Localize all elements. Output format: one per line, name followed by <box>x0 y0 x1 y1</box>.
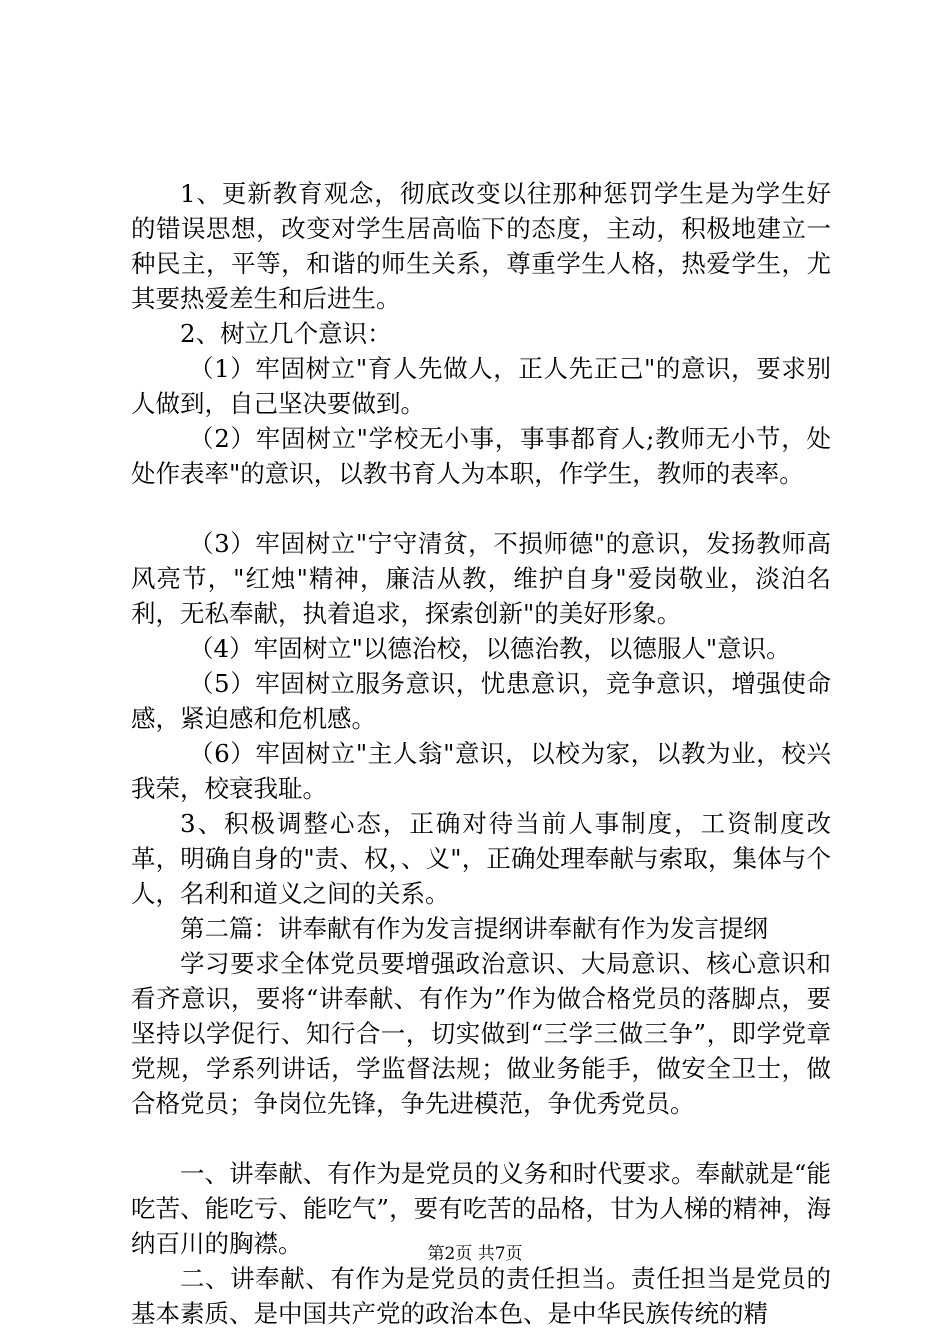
page-number: 第2页 共7页 <box>427 1244 523 1264</box>
paragraph-6: （4）牢固树立"以德治校，以德治教，以德服人"意识。 <box>189 634 791 663</box>
paragraph-5: （3）牢固树立"宁守清贫，不损师德"的意识，发扬教师高风亮节，"红烛"精神，廉洁从教，维护自身"爱岗敬业，淡泊名利，无私奉献，执着追求，探索创新"的美好形象。 <box>131 529 831 628</box>
paragraph-12: 一、讲奉献、有作为是党员的义务和时代要求。奉献就是“能吃苦、能吃亏、能吃气”，要有吃苦的品格，甘为人梯的精神，海纳百川的胸襟。 <box>131 1159 831 1258</box>
paragraph-3: （1）牢固树立"育人先做人，正人先正己"的意识，要求别人做到，自己坚决要做到。 <box>131 354 831 418</box>
paragraph-11: 学习要求全体党员要增强政治意识、大局意识、核心意识和看齐意识，要将“讲奉献、有作为”作为做合格党员的落脚点，要坚持以学促行、知行合一，切实做到“三学三做三争”，即学党章党规，学系列讲话，学监督法规；做业务能手，做安全卫士，做合格党员；争岗位先锋，争先进模范，争优秀党员。 <box>131 949 831 1118</box>
section-heading: 第二篇：讲奉献有作为发言提纲讲奉献有作为发言提纲 <box>180 914 768 943</box>
paragraph-2: 2、树立几个意识： <box>180 319 392 348</box>
paragraph-1: 1、更新教育观念，彻底改变以往那种惩罚学生是为学生好的错误思想，改变对学生居高临下的态度，主动，积极地建立一种民主，平等，和谐的师生关系，尊重学生人格，热爱学生，尤其要热爱差生和后进生。 <box>131 179 831 313</box>
paragraph-9: 3、积极调整心态，正确对待当前人事制度，工资制度改革，明确自身的"责、权，、义"，正确处理奉献与索取，集体与个人，名利和道义之间的关系。 <box>131 809 831 908</box>
paragraph-4: （2）牢固树立"学校无小事，事事都育人;教师无小节，处处作表率"的意识，以教书育人为本职，作学生，教师的表率。 <box>131 424 831 488</box>
paragraph-13: 二、讲奉献、有作为是党员的责任担当。责任担当是党员的基本素质、是中国共产党的政治本色、是中华民族传统的精 <box>131 1264 831 1328</box>
document-body <box>131 176 831 1331</box>
paragraph-8: （6）牢固树立"主人翁"意识，以校为家，以教为业，校兴我荣，校衰我耻。 <box>131 739 831 803</box>
paragraph-7: （5）牢固树立服务意识，忧患意识，竞争意识，增强使命感，紧迫感和危机感。 <box>131 669 831 733</box>
